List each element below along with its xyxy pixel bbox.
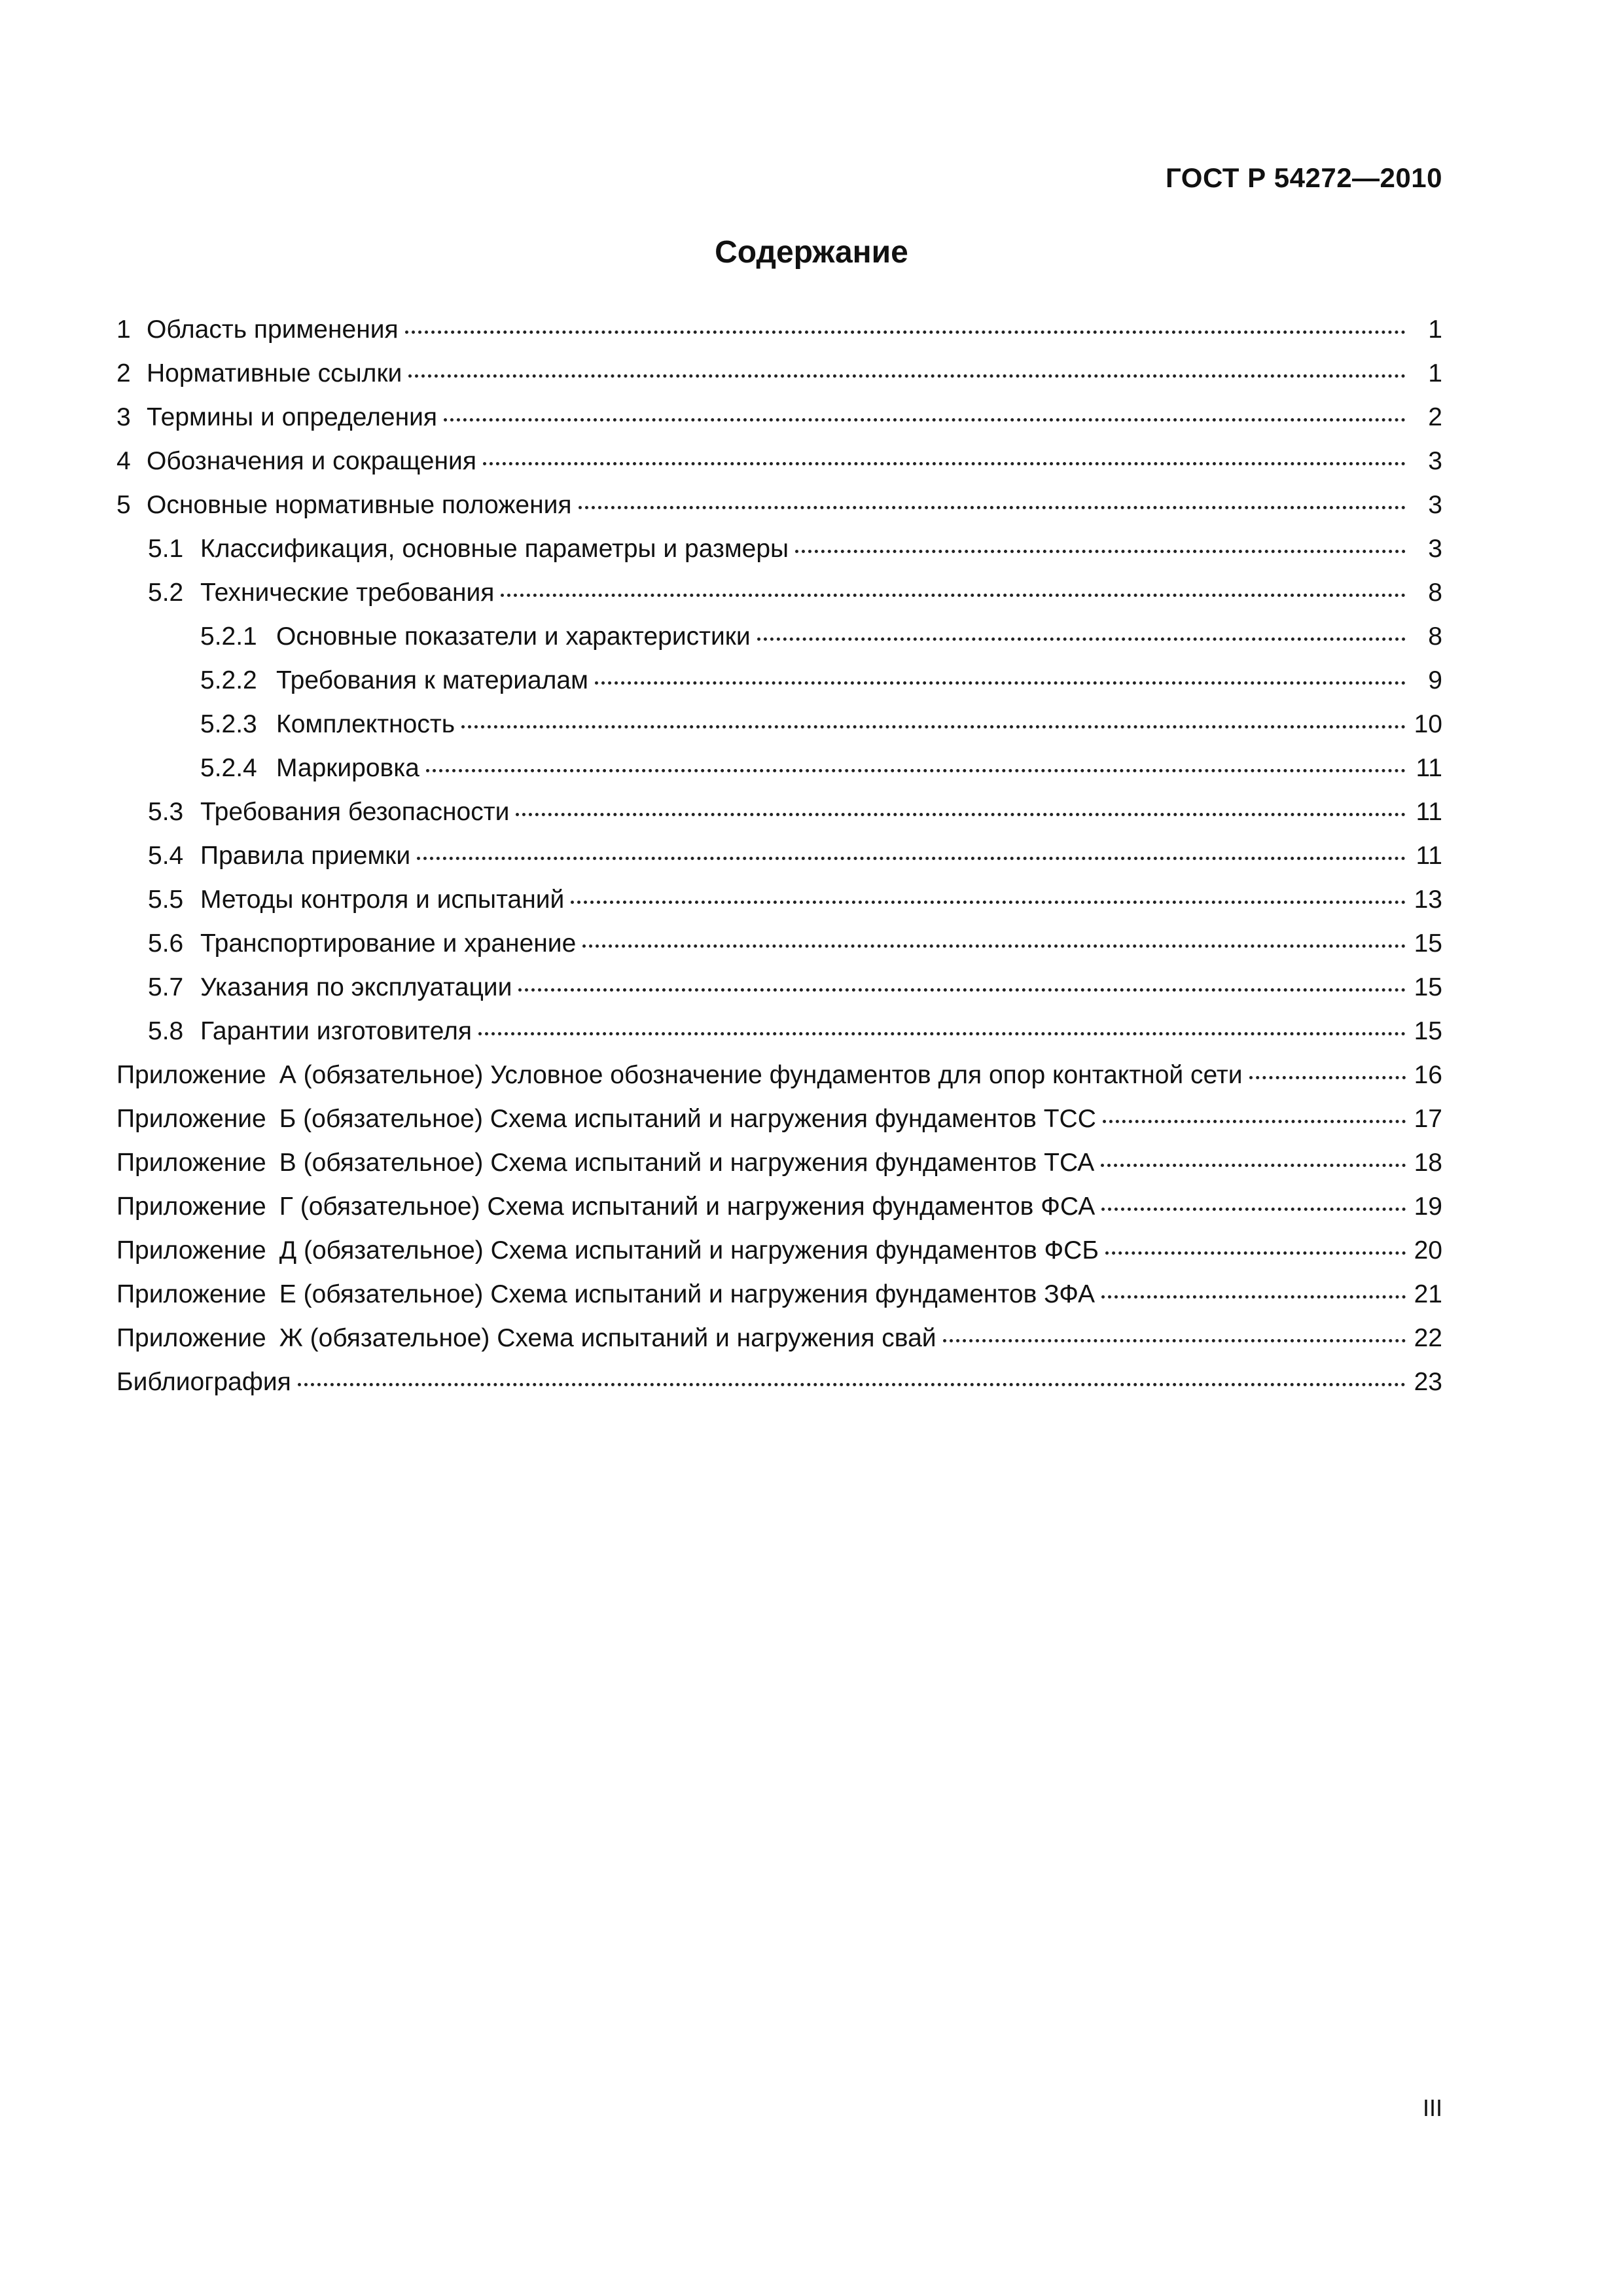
appendix-label: Приложение [116,1061,266,1089]
toc-entry[interactable] [116,615,1442,658]
dot-leader [461,725,1406,728]
toc-entry-number: 5 [116,491,131,519]
toc-entry-title: Указания по эксплуатации [200,973,512,1001]
toc-entry-title [116,1229,1099,1272]
toc-entry[interactable] [116,308,1442,351]
dot-leader [1105,1251,1406,1255]
toc-entry-title [116,1272,1095,1316]
toc-entry-page: 3 [1428,491,1442,519]
toc-entry-page: 9 [1428,666,1442,694]
dot-leader [1103,1120,1406,1123]
toc-entry-number: 3 [116,403,131,431]
appendix-title: Ж (обязательное) Схема испытаний и нагружения свай [279,1324,936,1352]
toc-entry-number: 5.5 [148,886,184,914]
dot-leader [582,944,1406,948]
toc-entry-page: 13 [1414,886,1442,914]
toc-entry-page: 15 [1414,929,1442,958]
toc-entry-number: 5.2.1 [200,622,257,651]
dot-leader [757,637,1406,641]
toc-entry[interactable] [116,658,1442,702]
dot-leader [1101,1164,1406,1167]
dot-leader [405,331,1406,334]
toc-entry-page: 21 [1414,1280,1442,1308]
toc-entry-page: 11 [1416,754,1442,782]
toc-entry[interactable] [116,878,1442,922]
toc-entry-page: 22 [1414,1324,1442,1352]
toc-entry[interactable] [116,1009,1442,1053]
toc-entry-title: Обозначения и сокращения [147,447,476,475]
toc-entry[interactable] [116,483,1442,527]
toc-entry-title [116,1316,936,1360]
toc-entry-number: 5.2.2 [200,666,257,694]
appendix-label: Приложение [116,1236,266,1265]
toc-entry[interactable] [116,351,1442,395]
toc-entry-title: Комплектность [276,710,455,738]
appendix-title: Д (обязательное) Схема испытаний и нагружения фундаментов ФСБ [279,1236,1099,1265]
toc-entry-page: 23 [1414,1368,1442,1396]
standard-code: ГОСТ Р 54272—2010 [1166,162,1442,193]
toc-entry-number: 5.4 [148,842,184,870]
dot-leader [478,1032,1406,1035]
toc-entry[interactable] [116,790,1442,834]
toc-entry-title: Правила приемки [200,842,411,870]
toc-entry[interactable] [116,965,1442,1009]
dot-leader [595,681,1406,685]
dot-leader [1101,1208,1406,1211]
toc-entry-appendix[interactable] [116,1316,1442,1360]
toc-entry[interactable] [116,834,1442,878]
toc-entry-title [116,1053,1243,1097]
toc-entry-title: Область применения [147,315,399,344]
toc-entry-number: 5.2.4 [200,754,257,782]
toc-entry-number: 5.1 [148,535,184,563]
toc-entry-page: 15 [1414,1017,1442,1045]
toc-entry-page: 15 [1414,973,1442,1001]
dot-leader [795,550,1406,553]
table-of-contents [116,308,1442,1404]
dot-leader [571,901,1406,904]
toc-entry-number: 5.8 [148,1017,184,1045]
toc-entry-appendix[interactable] [116,1053,1442,1097]
toc-entry-page: 1 [1428,315,1442,344]
toc-entry-number: 1 [116,315,131,344]
toc-entry-page: 18 [1414,1149,1442,1177]
dot-leader [408,374,1406,378]
toc-entry[interactable] [116,746,1442,790]
toc-entry-title: Методы контроля и испытаний [200,886,565,914]
dot-leader [426,769,1406,772]
toc-entry-page: 8 [1428,579,1442,607]
toc-entry-number: 5.3 [148,798,184,826]
toc-entry-number: 5.6 [148,929,184,958]
toc-entry-appendix[interactable] [116,1272,1442,1316]
toc-entry-title: Гарантии изготовителя [200,1017,472,1045]
toc-entry[interactable] [116,702,1442,746]
appendix-label: Приложение [116,1105,266,1133]
toc-entry-title: Основные нормативные положения [147,491,572,519]
dot-leader [298,1383,1406,1386]
toc-entry-title: Требования безопасности [200,798,510,826]
appendix-label: Приложение [116,1280,266,1308]
toc-entry-page: 3 [1428,535,1442,563]
toc-entry-title: Основные показатели и характеристики [276,622,751,651]
toc-entry[interactable] [116,922,1442,965]
dot-leader [1101,1295,1406,1299]
toc-entry-appendix[interactable] [116,1185,1442,1229]
toc-entry-page: 19 [1414,1193,1442,1221]
toc-entry-number: 4 [116,447,131,475]
toc-entry-title: Библиография [116,1368,291,1396]
dot-leader [417,857,1406,860]
toc-entry-page: 16 [1414,1061,1442,1089]
toc-entry-number: 5.2.3 [200,710,257,738]
appendix-title: В (обязательное) Схема испытаний и нагружения фундаментов ТСА [279,1149,1095,1177]
appendix-title: А (обязательное) Условное обозначение фундаментов для опор контактной сети [279,1061,1243,1089]
page-number: III [1422,2094,1442,2121]
appendix-title: Б (обязательное) Схема испытаний и нагружения фундаментов ТСС [279,1105,1096,1133]
toc-entry-page: 8 [1428,622,1442,651]
toc-entry-number: 2 [116,359,131,387]
toc-entry[interactable] [116,395,1442,439]
toc-entry[interactable] [116,439,1442,483]
dot-leader [1249,1076,1406,1079]
toc-entry[interactable] [116,571,1442,615]
dot-leader [579,506,1406,509]
appendix-label: Приложение [116,1324,266,1352]
toc-entry-page: 2 [1428,403,1442,431]
toc-entry[interactable] [116,527,1442,571]
toc-entry-number: 5.7 [148,973,184,1001]
toc-entry-appendix[interactable] [116,1097,1442,1141]
dot-leader [444,418,1406,422]
toc-entry-appendix[interactable] [116,1229,1442,1272]
toc-entry-page: 17 [1414,1105,1442,1133]
dot-leader [501,594,1406,597]
dot-leader [516,813,1406,816]
appendix-label: Приложение [116,1149,266,1177]
toc-title: Содержание [715,235,908,270]
toc-entry-title: Нормативные ссылки [147,359,402,387]
toc-entry-title: Маркировка [276,754,419,782]
appendix-title: Г (обязательное) Схема испытаний и нагружения фундаментов ФСА [279,1193,1096,1221]
dot-leader [483,462,1406,465]
toc-entry-page: 20 [1414,1236,1442,1265]
appendix-title: Е (обязательное) Схема испытаний и нагружения фундаментов ЗФА [279,1280,1096,1308]
dot-leader [518,988,1406,992]
toc-entry-bibliography[interactable] [116,1360,1442,1404]
toc-entry-title: Транспортирование и хранение [200,929,577,958]
dot-leader [943,1339,1406,1342]
toc-entry-title: Требования к материалам [276,666,588,694]
toc-entry-appendix[interactable] [116,1141,1442,1185]
toc-entry-page: 11 [1416,842,1442,870]
toc-entry-page: 10 [1414,710,1442,738]
toc-entry-title [116,1097,1096,1141]
toc-entry-title [116,1185,1095,1229]
toc-entry-page: 3 [1428,447,1442,475]
toc-entry-title: Классификация, основные параметры и размеры [200,535,789,563]
toc-entry-title [116,1141,1094,1185]
toc-entry-title: Технические требования [200,579,495,607]
toc-entry-title: Термины и определения [147,403,438,431]
toc-entry-number: 5.2 [148,579,184,607]
toc-entry-page: 1 [1428,359,1442,387]
toc-entry-page: 11 [1416,798,1442,826]
appendix-label: Приложение [116,1193,266,1221]
